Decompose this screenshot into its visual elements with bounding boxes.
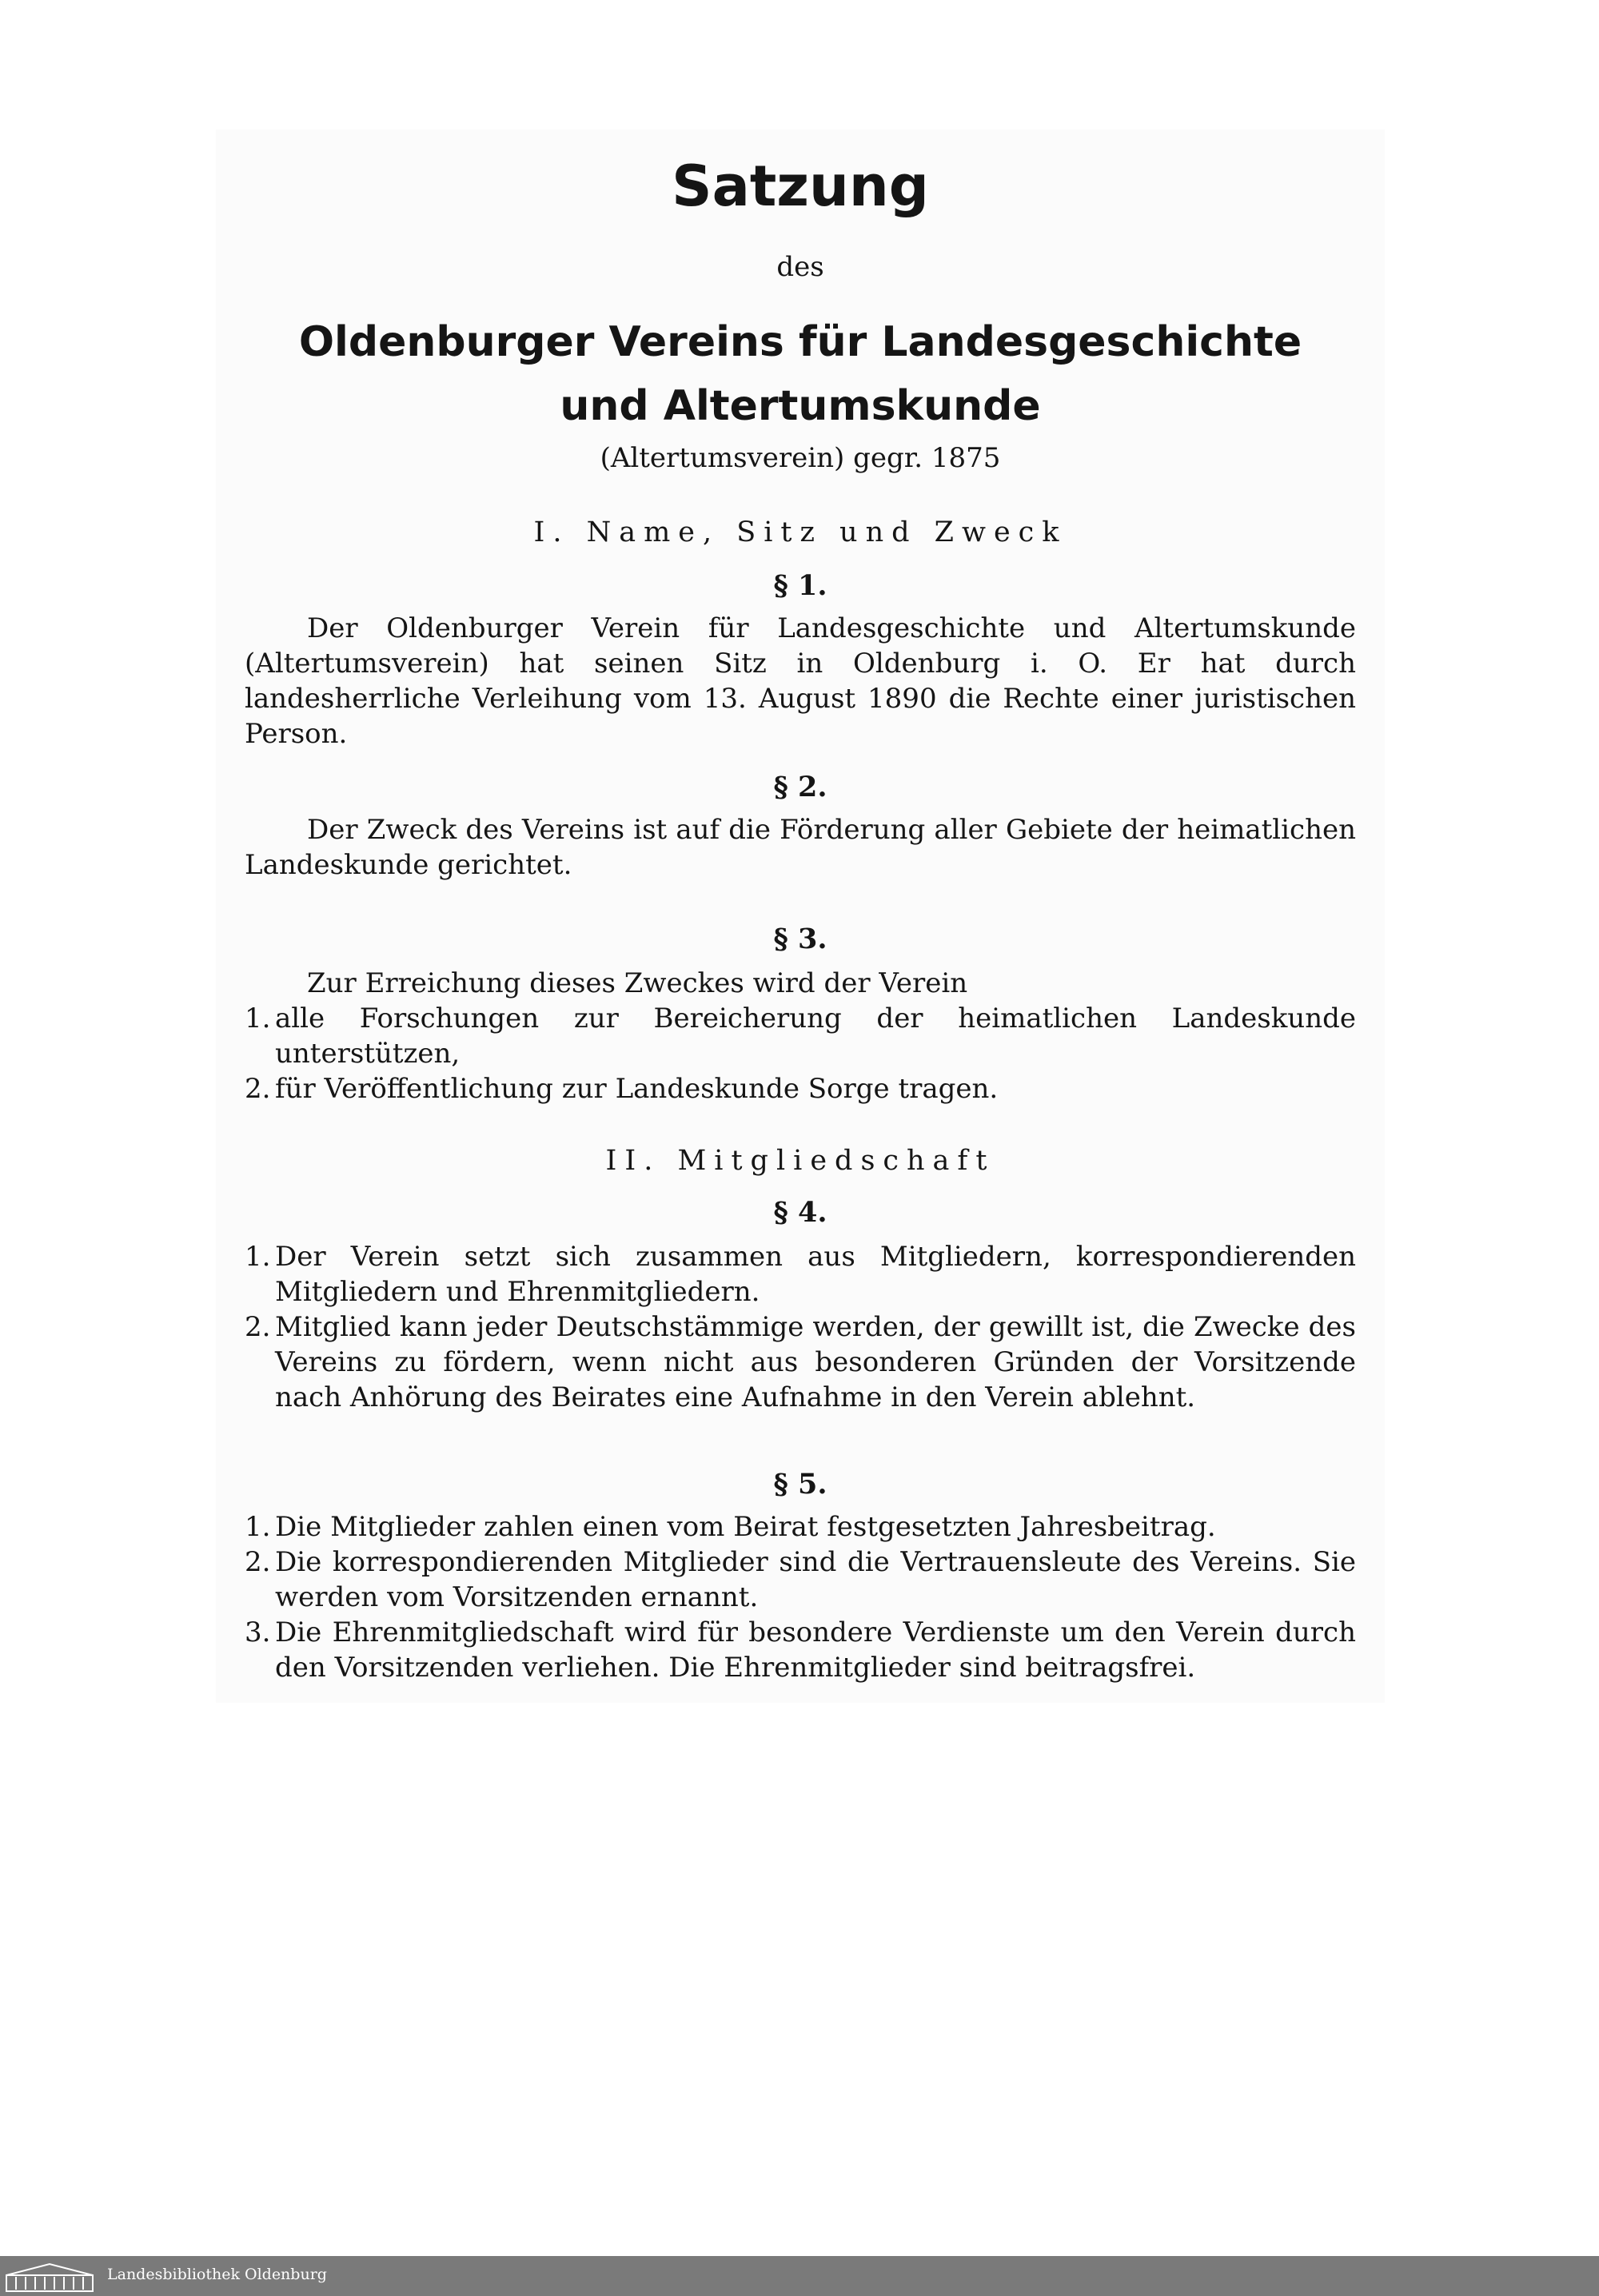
paragraph-3-list xyxy=(245,1001,1356,1106)
list-item: 2. Mitglied kann jeder Deutschstämmige werden, der gewillt ist, die Zwecke des Vereins zu fördern, wenn nicht aus besonderen Gründen der Vorsitzende nach Anhörung des Beirates eine Aufnahme in den Verein ablehnt. xyxy=(245,1311,1356,1413)
library-building-icon xyxy=(5,2261,94,2293)
document-subtitle: des xyxy=(776,251,824,283)
list-item: 3. Die Ehrenmitgliedschaft wird für besondere Verdienste um den Verein durch den Vorsitzenden verliehen. Die Ehrenmitglieder sind beitragsfrei. xyxy=(245,1616,1356,1684)
paragraph-mark-2: § 2. xyxy=(773,771,827,803)
paragraph-mark-5: § 5. xyxy=(773,1468,827,1501)
paragraph-1-text: Der Oldenburger Verein für Landesgeschichte und Altertumskunde (Altertumsverein) hat seinen Sitz in Oldenburg i. O. Er hat durch landesherrliche Verleihung vom 13. August 1890 die Rechte einer juristischen Person. xyxy=(245,612,1356,750)
society-name-line2: und Altertumskunde xyxy=(560,382,1041,430)
list-item: 2. Die korrespondierenden Mitglieder sind die Vertrauensleute des Vereins. Sie werden vom Vorsitzenden ernannt. xyxy=(245,1546,1356,1613)
founded-note: (Altertumsverein) gegr. 1875 xyxy=(600,442,1001,474)
paragraph-5-list xyxy=(245,1509,1356,1685)
paragraph-mark-4: § 4. xyxy=(773,1196,827,1229)
paragraph-4-list xyxy=(245,1239,1356,1415)
section-heading-2: II. Mitgliedschaft xyxy=(605,1145,995,1177)
list-item: 1. Der Verein setzt sich zusammen aus Mitgliedern, korrespondierenden Mitgliedern und Ehrenmitgliedern. xyxy=(245,1241,1356,1308)
paragraph-mark-1: § 1. xyxy=(773,569,827,602)
paragraph-3-intro: Zur Erreichung dieses Zweckes wird der Verein xyxy=(307,967,968,999)
library-name: Landesbibliothek Oldenburg xyxy=(107,2266,327,2283)
paragraph-2-text: Der Zweck des Vereins ist auf die Förderung aller Gebiete der heimatlichen Landeskunde gerichtet. xyxy=(245,814,1356,881)
section-heading-1: I. Name, Sitz und Zweck xyxy=(533,516,1067,548)
library-footer xyxy=(0,2256,1599,2296)
document-title: Satzung xyxy=(672,153,929,219)
list-item: 1. alle Forschungen zur Bereicherung der heimatlichen Landeskunde unterstützen, xyxy=(245,1003,1356,1070)
list-item: 1. Die Mitglieder zahlen einen vom Beirat festgesetzten Jahresbeitrag. xyxy=(245,1511,1216,1543)
society-name-line1: Oldenburger Vereins für Landesgeschichte xyxy=(298,318,1302,366)
list-item: 2. für Veröffentlichung zur Landeskunde Sorge tragen. xyxy=(245,1073,999,1105)
paragraph-mark-3: § 3. xyxy=(773,923,827,955)
society-name xyxy=(245,310,1356,438)
